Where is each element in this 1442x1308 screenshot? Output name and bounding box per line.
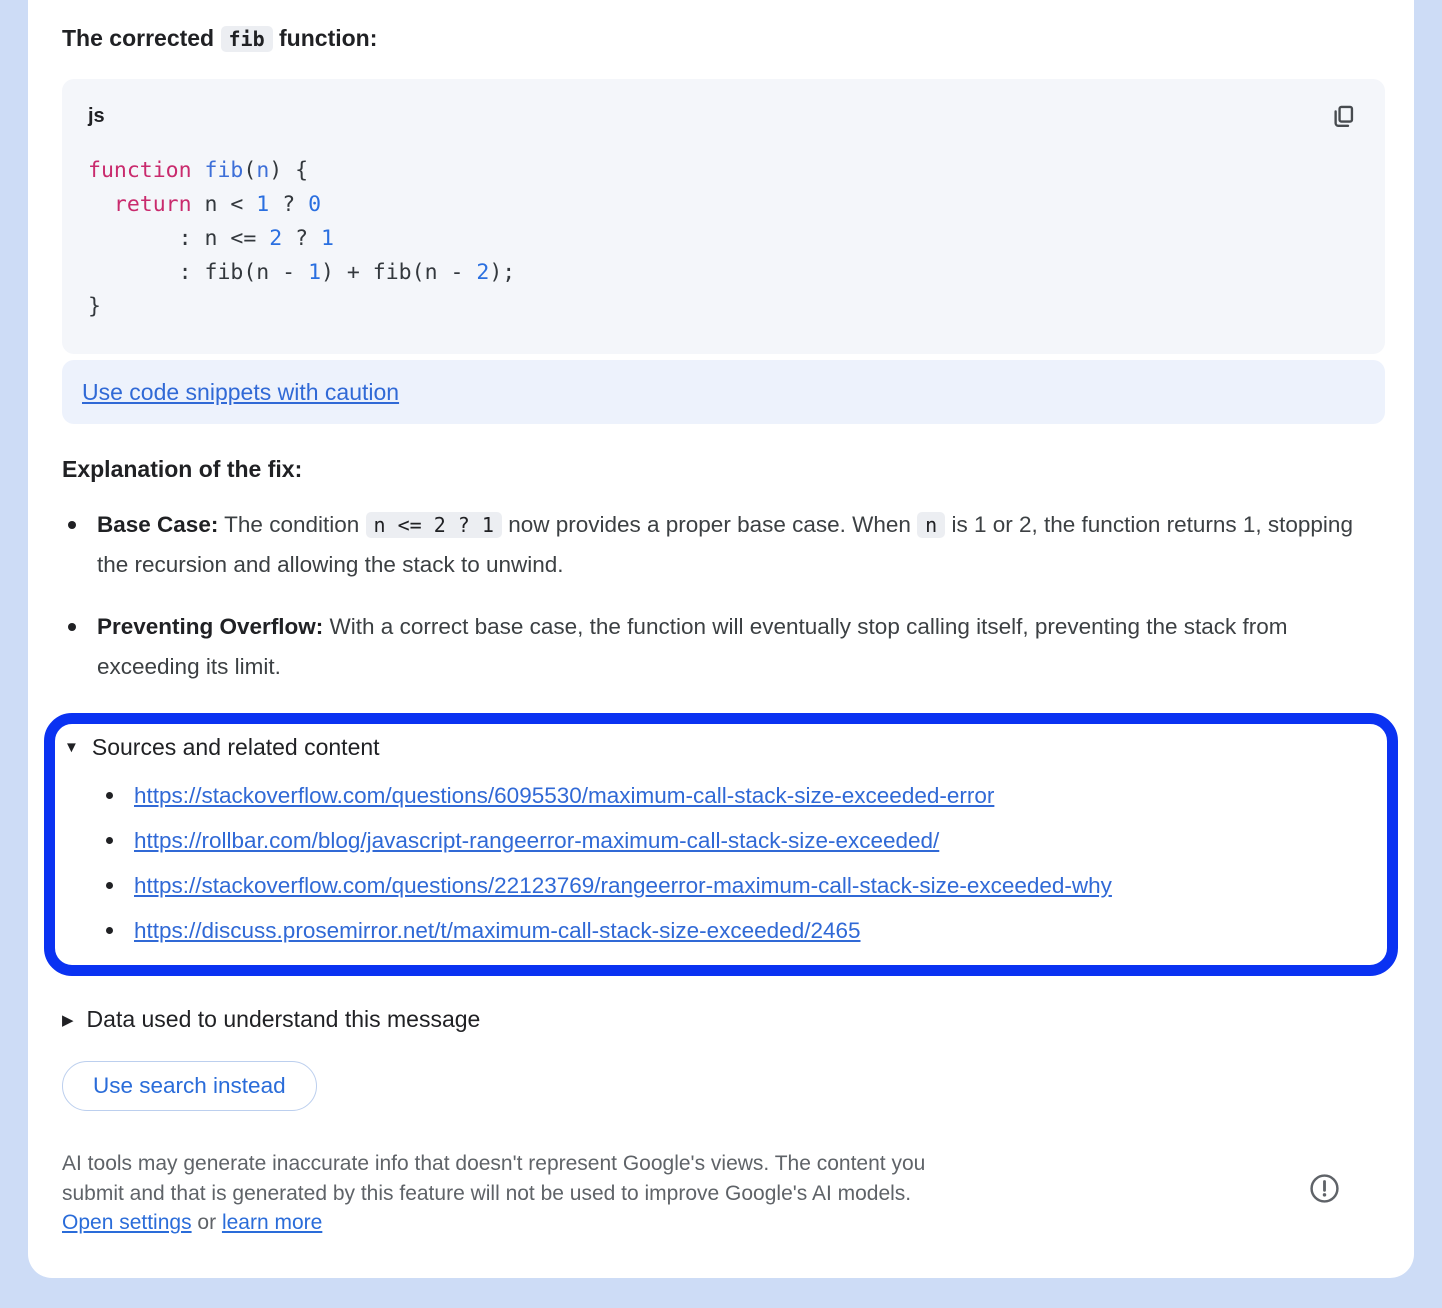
explanation-item-preventing-overflow: Preventing Overflow: With a correct base case, the function will eventually stop calling itself, preventing the stack from exceeding its limit. [62, 607, 1385, 687]
source-link[interactable]: https://stackoverflow.com/questions/22123769/rangeerror-maximum-call-stack-size-exceeded-why [134, 873, 1112, 898]
sources-toggle[interactable] [64, 734, 1367, 761]
source-list-item [134, 908, 1367, 953]
code-block-header [88, 103, 1357, 130]
footer [62, 1149, 1385, 1238]
sources-list [64, 773, 1367, 953]
learn-more-link[interactable]: learn more [221, 1211, 323, 1234]
code-line: : n <= 2 ? 1 [88, 226, 334, 251]
code-line: return n < 1 ? 0 [113, 192, 322, 217]
content-copy-icon [1330, 118, 1357, 133]
code-content [88, 154, 1357, 324]
triangle-down-icon: ▼ [64, 739, 79, 756]
open-settings-link[interactable]: Open settings [62, 1211, 192, 1234]
explanation-list [62, 505, 1385, 687]
source-link[interactable]: https://rollbar.com/blog/javascript-rangeerror-maximum-call-stack-size-exceeded/ [134, 828, 940, 853]
response-heading: The corrected fib function: [62, 25, 378, 51]
alert-circle-icon[interactable] [1309, 1173, 1340, 1204]
ai-disclaimer-text: AI tools may generate inaccurate info that doesn't represent Google's views. The content you submit and that is generated by this feature will not be used to improve Google's AI models. Open settings or learn more [62, 1152, 926, 1234]
source-list-item [134, 773, 1367, 818]
code-caution-link[interactable]: Use code snippets with caution [82, 378, 400, 405]
source-list-item [134, 863, 1367, 908]
code-line: function fib(n) { [88, 158, 309, 183]
sources-highlight-annotation [44, 713, 1398, 976]
triangle-right-icon: ▶ [62, 1011, 74, 1029]
source-list-item [134, 818, 1367, 863]
sources-toggle-label: Sources and related content [91, 734, 380, 760]
explanation-heading: Explanation of the fix: [62, 456, 303, 482]
ai-response-card [28, 0, 1414, 1278]
source-link[interactable]: https://discuss.prosemirror.net/t/maximum-call-stack-size-exceeded/2465 [134, 918, 861, 943]
use-search-instead-button[interactable]: Use search instead [62, 1061, 317, 1111]
code-caution-bar [62, 360, 1385, 424]
code-block [62, 79, 1385, 354]
code-line: } [88, 294, 101, 319]
data-used-toggle-label: Data used to understand this message [86, 1006, 481, 1032]
source-link[interactable]: https://stackoverflow.com/questions/6095530/maximum-call-stack-size-exceeded-error [134, 783, 995, 808]
code-line: : fib(n - 1) + fib(n - 2); [88, 260, 516, 285]
code-language-label: js [88, 105, 105, 127]
data-used-toggle[interactable] [62, 1006, 1385, 1033]
explanation-item-base-case: Base Case: The condition n <= 2 ? 1 now provides a proper base case. When n is 1 or 2, the function returns 1, stopping the recursion and allowing the stack to unwind. [62, 505, 1385, 585]
copy-code-button[interactable] [1330, 103, 1357, 130]
